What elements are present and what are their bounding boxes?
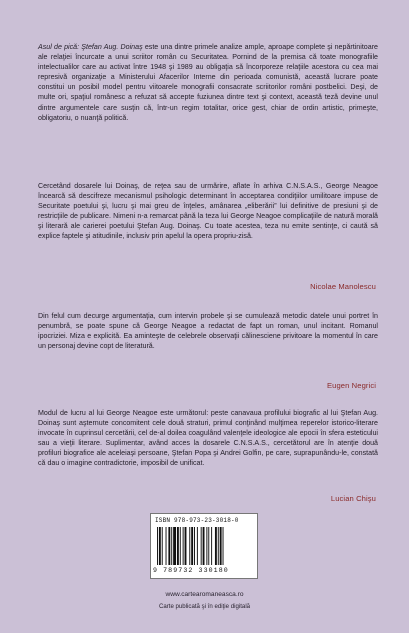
barcode-stripe: [166, 527, 167, 565]
barcode-digits: 9 789732 330180: [153, 567, 229, 574]
barcode-stripe: [194, 527, 195, 565]
blurb-3-text: Din felul cum decurge argumentaţia, cum intervin probele şi se cumulează metodic datele unui portret în penumbră, se poate spune că George Neagoe a redactat de fapt un roman, unul incitant. Romanul ipocriziei. Miza e explicită. Ea aminteşte de celebrele observaţii călinesciene privitoare la momentul în care un personaj devine copt de literatură.: [38, 312, 378, 351]
barcode-stripe: [157, 527, 158, 565]
blurb-4-text: Modul de lucru al lui George Neagoe este următorul: peste canavaua profilului biografic al lui Ştefan Aug. Doinaş sunt aşternute concomitent cele două straturi, primul conţinând mulţimea reperelor istorico-literare invocate în cuprinsul cercetării, cel de-al doilea coagulând valenţele ideologice ale epocii în sfera esteticului sau a vieţii literare. Suplimentar, având acces la dosarele C.N.S.A.S., cercetătorul are în atenţie două profiluri biografice ale aceleiaşi persoane, Ştefan Popa şi Andrei Golfin, pe care, suprapunându-le, constată că dau o imagine contradictorie, imposibil de unificat.: [38, 409, 378, 468]
blurb-1: [38, 42, 378, 123]
barcode-stripe: [191, 527, 193, 565]
barcode-stripe: [201, 527, 202, 565]
blurb-3: [38, 311, 378, 351]
barcode-stripe: [197, 527, 198, 565]
barcode-stripe: [211, 527, 212, 565]
barcode-stripe: [185, 527, 187, 565]
barcode-stripe: [159, 527, 161, 565]
barcode-stripe: [177, 527, 179, 565]
barcode-stripe: [203, 527, 205, 565]
barcode-stripe: [171, 527, 172, 565]
barcode-stripe: [183, 527, 184, 565]
barcode-stripe: [218, 527, 219, 565]
isbn-label: ISBN 978-973-23-3018-0: [155, 517, 239, 524]
barcode-stripe: [173, 527, 176, 565]
blurb-4: [38, 408, 378, 469]
barcode-stripe: [208, 527, 209, 565]
barcode-stripe: [223, 527, 224, 565]
publisher-website: www.cartearomaneasca.ro: [165, 591, 244, 598]
barcode-bars: [157, 527, 253, 565]
barcode-stripe: [180, 527, 181, 565]
barcode-stripe: [215, 527, 217, 565]
barcode-stripe: [189, 527, 190, 565]
blurb-2-author: Nicolae Manolescu: [310, 282, 376, 291]
barcode-stripe: [220, 527, 222, 565]
blurb-3-author: Eugen Negrici: [327, 381, 376, 390]
blurb-4-author: Lucian Chişu: [330, 494, 376, 503]
isbn-barcode: [150, 513, 258, 579]
barcode-stripe: [168, 527, 170, 565]
digital-edition-note: Carte publicată şi în ediţie digitală: [158, 603, 251, 610]
book-title: Asul de pică: Ştefan Aug. Doinaş: [38, 43, 143, 51]
blurb-2: [38, 181, 378, 242]
blurb-1-text: este una dintre primele analize ample, aproape complete şi nepărtinitoare ale relaţiei încurcate a unui scriitor român cu Securitatea. Pornind de la premisa că toate monografiile intelectualilor care au activat între 1948 şi 1989 au obligaţia să încorporeze relaţiile acestora cu cea mai represivă organizaţie a Ministerului Afacerilor Interne din perioada comunistă, această lucrare poate constitui un posibil model pentru viitoarele monografii consacrate scriitorilor români postbelici. Deşi, de multe ori, spaţiul românesc a refuzat să accepte fuziunea dintre text şi context, această teză devine unul dintre argumentele care susţin că, într-un regim totalitar, orice gest, chiar de ordin artistic, primeşte, obligatoriu, o nuanţă politică.: [38, 43, 378, 122]
barcode-stripe: [206, 527, 207, 565]
blurb-2-text: Cercetând dosarele lui Doinaş, de reţea sau de urmărire, aflate în arhiva C.N.S.A.S., George Neagoe încearcă să descifreze mecanismul psihologic determinant în acceptarea condiţiilor umilitoare impuse de Securitate poetului şi, lucru şi mai greu de înţeles, amânarea „eliberării” lui definitive de presiuni şi de restricţiile de publicare. Nimeni n-a remarcat până la teza lui George Neagoe complicaţiile de natură morală şi literară ale carierei poetului Ştefan Aug. Doinaş. Cu toate acestea, teza nu emite sentinţe, ci caută să explice faptele şi atitudinile, inclusiv prin apelul la opera propriu-zisă.: [38, 182, 378, 241]
barcode-stripe: [162, 527, 163, 565]
